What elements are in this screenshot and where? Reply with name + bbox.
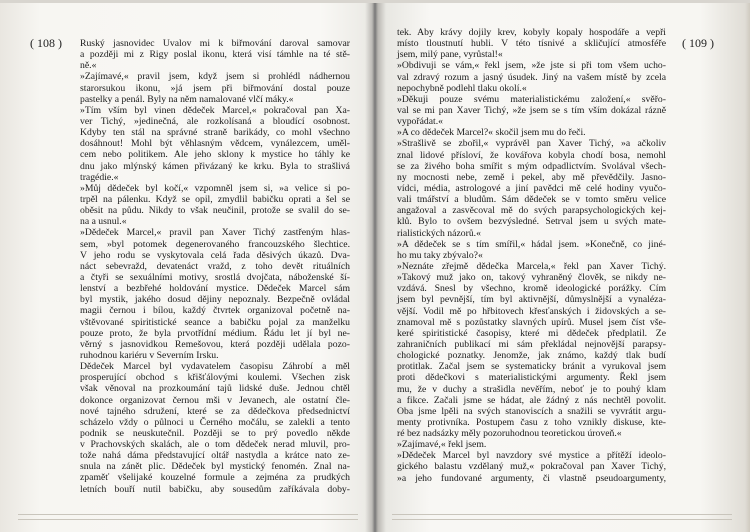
text-line: proti dědečkovi s materialistickými argumenty. Řekl jsem bbox=[397, 372, 666, 384]
text-line: dnu jako mlýnský kámen přivázaný ke krku. Byla to strašlivá bbox=[80, 160, 350, 172]
text-line: zahraničních publikací mi sám překládal nejnovější parapsy- bbox=[397, 338, 666, 350]
text-line: »a jeho fundované argumenty, či vlastně pseudoargumenty, bbox=[397, 472, 666, 484]
text-line: nepochybně podlehl tlaku okolí.« bbox=[397, 82, 527, 94]
text-line: tragédie.« bbox=[80, 171, 119, 183]
text-line: »Obdivuji se vám,« řekl jsem, »že jste si při tom všem ucho- bbox=[397, 60, 666, 72]
text-line: ho mu taky zbývalo?« bbox=[397, 249, 483, 261]
text-line: vali tmářství a bludům. Sám dědeček se v tomto směru velice bbox=[397, 194, 666, 206]
text-line: »Dědeček Marcel,« pravil pan Xaver Tichý zastřeným hlas- bbox=[80, 227, 350, 239]
text-line: se za živého boha smířit s mým odpadlictvím. Svolával všech- bbox=[397, 160, 666, 172]
text-line: pastelky a penál. Byly na něm namalované vlčí máky.« bbox=[80, 93, 294, 105]
text-line: »Neznáte zřejmě dědečka Marcela,« řekl pan Xaver Tichý. bbox=[397, 260, 666, 272]
text-line: starorsukou ikonu, »já jsem při biřmování dostal pouze bbox=[80, 82, 350, 94]
text-line: znal lidové přísloví, že kovářova kobyla chodí bosa, nemohl bbox=[397, 149, 666, 161]
text-line: vštěvované spiritistické seance a babičku pojal za manželku bbox=[80, 316, 350, 328]
text-line: náct sebevražd, devatenáct vražd, z toho devět rituálních bbox=[80, 260, 350, 272]
text-line: magii černou i bílou, každý čtvrtek organizoval početně na- bbox=[80, 305, 350, 317]
text-line: tek. Aby krávy dojily krev, kobyly kopaly hospodáře a vepři bbox=[397, 27, 666, 38]
right-page-text bbox=[397, 27, 666, 484]
left-page-number: ( 108 ) bbox=[30, 36, 62, 50]
text-line: angažoval a zasvěcoval mě do svých parapsychologických kej- bbox=[397, 205, 666, 217]
text-line: v Prachovských skalách, ale o tom dědeček nerad mluvil, pro- bbox=[80, 439, 350, 451]
text-line: a později mi z Rigy poslal ikonu, která visí támhle na té stě- bbox=[80, 49, 350, 61]
text-line: Oba jsme lpěli na svých stanoviscích a snažili se vyvrátit argu- bbox=[397, 405, 666, 417]
text-line: keré spiritistické časopisy, které mi dědeček předplatil. Ze bbox=[397, 327, 666, 339]
text-line: vídci, média, astrologové a jiní pavědci mě celé hodiny vyučo- bbox=[397, 182, 666, 194]
text-line: »Můj dědeček byl kočí,« vzpomněl jsem si, »a velice si po- bbox=[80, 182, 350, 194]
text-line: na a usnul.« bbox=[80, 216, 127, 228]
text-line: Dědeček Marcel byl vydavatelem časopisu Záhrobí a měl bbox=[80, 361, 350, 373]
text-line: val se mi pan Xaver Tichý, »že jsem se s tím vším dokázal rázně bbox=[397, 104, 666, 116]
page-leaf-edge bbox=[18, 519, 358, 520]
text-line: a čtyři se sexuálními motivy, srostlá dvojčata, náboženské ší- bbox=[80, 271, 350, 283]
text-line: ně.« bbox=[80, 60, 97, 72]
text-line: jsem, milý pane, vyrůstal!« bbox=[397, 49, 503, 61]
page-leaf-edge bbox=[392, 519, 732, 520]
text-line: trpěl na pálenku. Když se opil, zmydlil babičku oprati a šel se bbox=[80, 193, 350, 205]
text-line: »Tím vším byl vinen dědeček Marcel,« pokračoval pan Xa- bbox=[80, 104, 350, 116]
text-line: ny mocnosti nebe, země i pekel, aby mě převědčily. Jasno- bbox=[397, 171, 666, 183]
text-line: »Zajímavé,« pravil jsem, když jsem si prohlédl nádhernou bbox=[80, 71, 350, 83]
page-leaf-edge bbox=[392, 514, 732, 515]
text-line: ré bez nadsázky měly pozoruhodnou teoretickou úroveň.« bbox=[397, 428, 622, 440]
text-line: vypořádat.« bbox=[397, 116, 444, 128]
text-line: dokonce organizovat černou mši v Jevanech, ale ostatní čle- bbox=[80, 394, 350, 406]
text-line: byl mystik, jakého dosud dějiny nepoznaly. Bezpečně ovládal bbox=[80, 294, 350, 306]
text-line: Kdyby ten stál na správné straně barikády, co mohl všechno bbox=[80, 127, 350, 139]
text-line: a fikce. Začali jsme se hádat, ale žádný z nás nechtěl povolit. bbox=[397, 394, 666, 406]
text-line: ver Tichý, »jedinečná, ale rozkolísaná a bloudící osobnost. bbox=[80, 115, 350, 127]
text-line: rialistických názorů.« bbox=[397, 227, 481, 239]
text-line: chologické poznatky. Jenomže, jak známo, každý tlak budí bbox=[397, 350, 666, 362]
text-line: jsem byl pevnější, tím byl aktivnější, důmyslnější a vynaléza- bbox=[397, 294, 666, 306]
left-page-text bbox=[80, 38, 350, 495]
text-line: podnik se neuskutečnil. Později se to prý povedlo někde bbox=[80, 427, 350, 439]
text-line: však věnoval na prozkoumání tajů lidské duše. Jednou chtěl bbox=[80, 383, 350, 395]
text-line: Ruský jasnovidec Uvalov mi k biřmování daroval samovar bbox=[80, 38, 350, 49]
text-line: »Takový muž jako on, takový vyhraněný člověk, se nikdy ne- bbox=[397, 272, 666, 284]
text-line: dosáhnout! Mohl být věhlasným vědcem, vynálezcem, uměl- bbox=[80, 138, 350, 150]
text-line: místo tloustnutí hubli. V této tísnivé a skličující atmosféře bbox=[397, 38, 666, 50]
page-leaf-edge bbox=[18, 514, 358, 515]
text-line: klů. Bylo to ovšem bezvýsledné. Setrval jsem u svých mate- bbox=[397, 216, 666, 228]
text-line: ruhodnou kariéru v Severním Irsku. bbox=[80, 349, 219, 361]
right-page-number: ( 109 ) bbox=[682, 36, 714, 50]
text-line: »Strašlivě se zbořil,« vyprávěl pan Xaver Tichý, »a ačkoliv bbox=[397, 138, 666, 150]
text-line: prosperující obchod s křišťálovými koulemi. Všechen zisk bbox=[80, 372, 350, 384]
text-line: »A dědeček se s tím smířil,« hádal jsem. »Konečně, co jiné- bbox=[397, 238, 666, 250]
text-line: zpaměť všelijaké kouzelné formule a zejména za prudkých bbox=[80, 472, 350, 484]
text-line: menty protivníka. Postupem času z toho vznikly diskuse, kte- bbox=[397, 416, 666, 428]
text-line: oběsit na půdu. Nikdy to však neučinil, protože se svalil do se- bbox=[80, 205, 350, 217]
text-line: vější. Vodil mě po hřbitovech křesťanských i židovských a se- bbox=[397, 305, 666, 317]
text-line: věrný s jasnovidkou Remešovou, která později udělala pozo- bbox=[80, 338, 350, 350]
page-top-edge bbox=[0, 0, 750, 3]
text-line: »Děkuji pouze svému materialistickému založení,« svěřo- bbox=[397, 93, 666, 105]
text-line: znamoval mě s pozůstatky slavných upírů. Musel jsem číst vše- bbox=[397, 316, 666, 328]
text-line: »A co dědeček Marcel?« skočil jsem mu do řeči. bbox=[397, 127, 586, 139]
text-line: gického balastu vzdělaný muž,« pokračoval pan Xaver Tichý, bbox=[397, 461, 666, 473]
text-line: mu, že v duchy a strašidla nevěřím, neboť je to pouhý klam bbox=[397, 383, 666, 395]
text-line: tože nahá dáma představující oltář nastydla a krátce nato ze- bbox=[80, 450, 350, 462]
text-line: scházelo vždy o půlnoci u Černého močálu, se zalekli a tento bbox=[80, 416, 350, 428]
text-line: sem, »byl potomek degenerovaného francouzského šlechtice. bbox=[80, 238, 350, 250]
text-line: V jeho rodu se vyskytovala celá řada děsivých úkazů. Dva- bbox=[80, 249, 350, 261]
text-line: cem nebo politikem. Ale jeho sklony k mystice ho táhly ke bbox=[80, 149, 350, 161]
text-line: protitlak. Začal jsem se systematicky bránit a vyrukoval jsem bbox=[397, 361, 666, 373]
text-line: val zdravý rozum a jasný úsudek. Jiný na vašem místě by zcela bbox=[397, 71, 666, 83]
text-line: snula na zánět plic. Dědeček byl mystický fenomén. Znal na- bbox=[80, 461, 350, 473]
text-line: lenství a bezbřehé holdování mystice. Dědeček Marcel sám bbox=[80, 283, 350, 295]
text-line: »Zajímavé,« řekl jsem. bbox=[397, 439, 487, 451]
text-line: vzdává. Snesl by všechno, kromě ideologické porážky. Cím bbox=[397, 283, 666, 295]
text-line: letních bouří nutil babičku, aby sousedům zaříkávala doby- bbox=[80, 483, 350, 495]
text-line: »Dědeček Marcel byl navzdory své mystice a přítěží ideolo- bbox=[397, 450, 666, 462]
text-line: pouze proto, že byla prvotřídní médium. Řádu let jí byl ne- bbox=[80, 327, 350, 339]
text-line: nové tajného sdružení, které se za dědečkova předsednictví bbox=[80, 405, 350, 417]
